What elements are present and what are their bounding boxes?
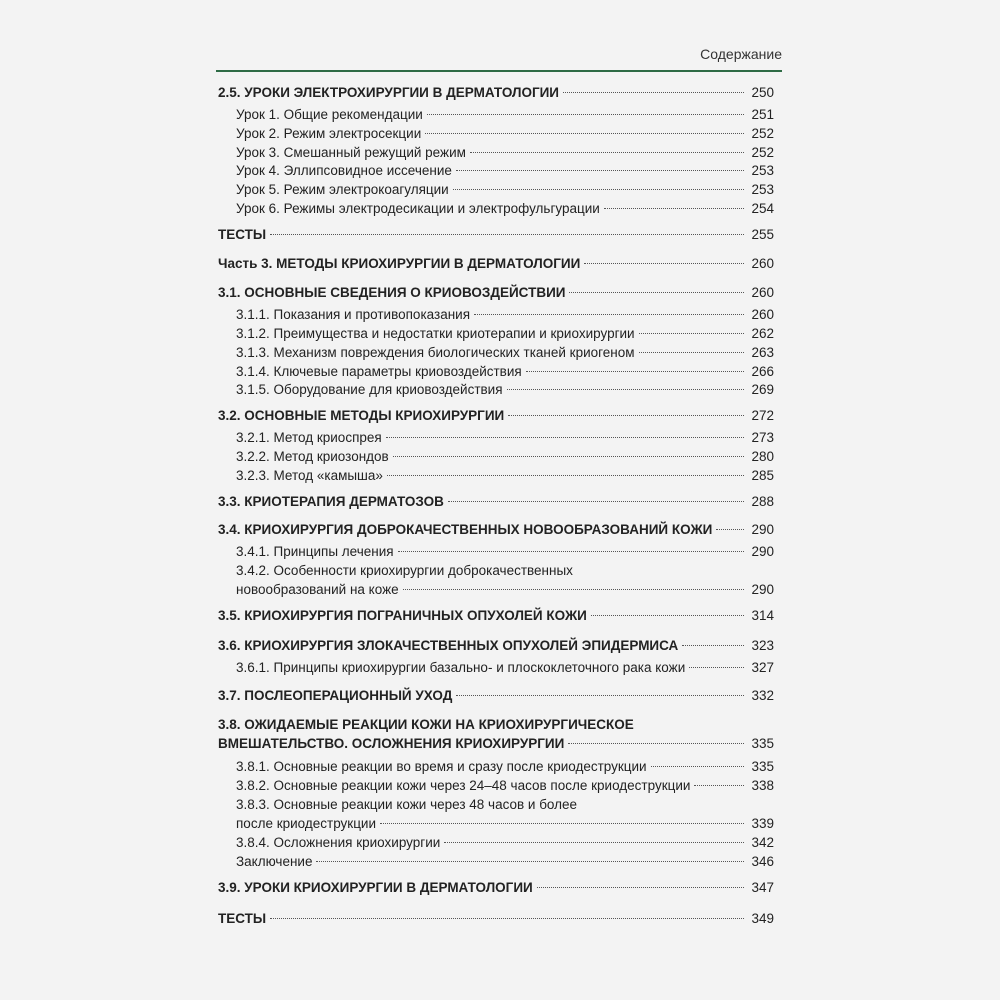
dot-leader — [568, 743, 744, 744]
toc-entry-title: 3.1.5. Оборудование для криовоздействия — [236, 382, 503, 397]
toc-entry-title: 3.4. КРИОХИРУРГИЯ ДОБРОКАЧЕСТВЕННЫХ НОВООБРАЗОВАНИЙ КОЖИ — [218, 522, 713, 537]
toc-entry-title: 3.1.2. Преимущества и недостатки криотерапии и криохирургии — [236, 326, 635, 341]
dot-leader — [694, 785, 744, 786]
toc-entry-title: 3.8.4. Осложнения криохирургии — [236, 835, 441, 850]
toc-page-number: 285 — [751, 468, 774, 483]
dot-leader — [526, 371, 744, 372]
dot-leader — [425, 133, 744, 134]
toc-entry-title: 3.3. КРИОТЕРАПИЯ ДЕРМАТОЗОВ — [218, 494, 444, 509]
toc-entry-title: ТЕСТЫ — [218, 227, 267, 242]
toc-page-number: 338 — [751, 778, 774, 793]
toc-entry — [218, 493, 774, 511]
toc-page-number: 260 — [751, 256, 774, 271]
toc-entry — [236, 581, 774, 599]
toc-entry-title: после криодеструкции — [236, 816, 377, 831]
toc-page-number: 253 — [751, 182, 774, 197]
dot-leader — [474, 314, 744, 315]
toc-entry-title: 3.5. КРИОХИРУРГИЯ ПОГРАНИЧНЫХ ОПУХОЛЕЙ КОЖИ — [218, 608, 587, 623]
toc-entry — [218, 84, 774, 102]
toc-entry — [218, 226, 774, 244]
toc-page-number: 349 — [751, 911, 774, 926]
toc-page-number: 288 — [751, 494, 774, 509]
toc-entry-title: Урок 6. Режимы электродесикации и электрофульгурации — [236, 201, 600, 216]
toc-page-number: 262 — [751, 326, 774, 341]
toc-entry-title: 3.8.1. Основные реакции во время и сразу после криодеструкции — [236, 759, 647, 774]
toc-entry — [218, 910, 774, 928]
toc-entry-title: ТЕСТЫ — [218, 911, 267, 926]
toc-entry-title: Заключение — [236, 854, 313, 869]
toc-entry — [218, 407, 774, 425]
toc-page-number: 252 — [751, 126, 774, 141]
toc-entry — [236, 325, 774, 343]
dot-leader — [569, 292, 744, 293]
toc-entry-title: Часть 3. МЕТОДЫ КРИОХИРУРГИИ В ДЕРМАТОЛОГИИ — [218, 256, 581, 271]
dot-leader — [398, 551, 744, 552]
toc-entry — [236, 543, 774, 561]
toc-entry-title: Урок 5. Режим электрокоагуляции — [236, 182, 449, 197]
toc-page-number: 314 — [751, 608, 774, 623]
dot-leader — [403, 589, 744, 590]
dot-leader — [651, 766, 744, 767]
toc-entry-title: 3.2.3. Метод «камыша» — [236, 468, 383, 483]
toc-entry-title: Урок 4. Эллипсовидное иссечение — [236, 163, 452, 178]
toc-page-number: 263 — [751, 345, 774, 360]
toc-entry — [236, 659, 774, 677]
toc-page-number: 272 — [751, 408, 774, 423]
running-header: Содержание — [700, 46, 782, 62]
dot-leader — [682, 645, 744, 646]
dot-leader — [639, 352, 744, 353]
dot-leader — [584, 263, 744, 264]
toc-entry — [236, 758, 774, 776]
toc-entry-title: 2.5. УРОКИ ЭЛЕКТРОХИРУРГИИ В ДЕРМАТОЛОГИИ — [218, 85, 560, 100]
toc-page-number: 253 — [751, 163, 774, 178]
toc-page-number: 255 — [751, 227, 774, 242]
toc-page-number: 269 — [751, 382, 774, 397]
toc-entry — [218, 607, 774, 625]
toc-entry-title: новообразований на коже — [236, 582, 399, 597]
dot-leader — [591, 615, 744, 616]
toc-entry-title: 3.1.3. Механизм повреждения биологических тканей криогеном — [236, 345, 635, 360]
toc-page-number: 251 — [751, 107, 774, 122]
toc-entry — [236, 467, 774, 485]
toc-entry — [236, 181, 774, 199]
dot-leader — [387, 475, 744, 476]
toc-entry-title: 3.8.2. Основные реакции кожи через 24–48 часов после криодеструкции — [236, 778, 691, 793]
dot-leader — [453, 189, 744, 190]
toc-entry-first-line: 3.8.3. Основные реакции кожи через 48 часов и более — [236, 797, 578, 812]
toc-page-number: 290 — [751, 522, 774, 537]
toc-entry — [236, 306, 774, 324]
toc-page-number: 335 — [751, 759, 774, 774]
toc-entry — [218, 284, 774, 302]
toc-entry-first-line: 3.8. ОЖИДАЕМЫЕ РЕАКЦИИ КОЖИ НА КРИОХИРУРГИЧЕСКОЕ — [218, 717, 634, 732]
toc-entry-title: 3.6. КРИОХИРУРГИЯ ЗЛОКАЧЕСТВЕННЫХ ОПУХОЛЕЙ ЭПИДЕРМИСА — [218, 638, 679, 653]
toc-page-number: 327 — [751, 660, 774, 675]
toc-entry-title: 3.4.1. Принципы лечения — [236, 544, 394, 559]
toc-page-number: 254 — [751, 201, 774, 216]
toc-entry-title: 3.1.4. Ключевые параметры криовоздействия — [236, 364, 522, 379]
toc-entry — [218, 255, 774, 273]
dot-leader — [270, 918, 744, 919]
toc-page-number: 290 — [751, 544, 774, 559]
toc-entry-title: Урок 1. Общие рекомендации — [236, 107, 423, 122]
toc-entry-title: 3.9. УРОКИ КРИОХИРУРГИИ В ДЕРМАТОЛОГИИ — [218, 880, 533, 895]
toc-entry — [236, 363, 774, 381]
dot-leader — [537, 887, 744, 888]
toc-page-number: 250 — [751, 85, 774, 100]
toc-page-number: 335 — [751, 736, 774, 751]
toc-entry — [236, 777, 774, 795]
toc-entry-title: Урок 2. Режим электросекции — [236, 126, 422, 141]
dot-leader — [639, 333, 744, 334]
dot-leader — [386, 437, 744, 438]
dot-leader — [716, 529, 744, 530]
toc-page-number: 266 — [751, 364, 774, 379]
toc-page-number: 342 — [751, 835, 774, 850]
toc-page-number: 290 — [751, 582, 774, 597]
dot-leader — [507, 389, 744, 390]
dot-leader — [427, 114, 744, 115]
toc-page-number: 323 — [751, 638, 774, 653]
toc-page-number: 332 — [751, 688, 774, 703]
toc-page-number: 346 — [751, 854, 774, 869]
toc-entry — [236, 162, 774, 180]
toc-entry — [218, 521, 774, 539]
toc-entry — [236, 429, 774, 447]
toc-entry — [236, 106, 774, 124]
toc-entry-first-line: 3.4.2. Особенности криохирургии доброкачественных — [236, 563, 573, 578]
toc-entry-title: 3.1.1. Показания и противопоказания — [236, 307, 471, 322]
toc-entry — [218, 879, 774, 897]
dot-leader — [448, 501, 744, 502]
toc-entry-title: 3.2.2. Метод криозондов — [236, 449, 389, 464]
toc-entry-title: 3.2. ОСНОВНЫЕ МЕТОДЫ КРИОХИРУРГИИ — [218, 408, 505, 423]
dot-leader — [444, 842, 744, 843]
toc-entry — [236, 125, 774, 143]
toc-page-number: 260 — [751, 285, 774, 300]
dot-leader — [604, 208, 744, 209]
toc-entry — [236, 448, 774, 466]
dot-leader — [456, 170, 744, 171]
toc-page-number: 273 — [751, 430, 774, 445]
dot-leader — [563, 92, 744, 93]
toc-entry — [236, 144, 774, 162]
toc-entry-title: ВМЕШАТЕЛЬСТВО. ОСЛОЖНЕНИЯ КРИОХИРУРГИИ — [218, 736, 565, 751]
dot-leader — [380, 823, 744, 824]
toc-entry-title: 3.6.1. Принципы криохирургии базально- и плоскоклеточного рака кожи — [236, 660, 686, 675]
toc-entry — [236, 853, 774, 871]
toc-entry-title: 3.7. ПОСЛЕОПЕРАЦИОННЫЙ УХОД — [218, 688, 453, 703]
toc-entry — [236, 200, 774, 218]
dot-leader — [316, 861, 744, 862]
dot-leader — [689, 667, 744, 668]
toc-entry-title: Урок 3. Смешанный режущий режим — [236, 145, 466, 160]
toc-page-number: 252 — [751, 145, 774, 160]
toc-page-number: 260 — [751, 307, 774, 322]
toc-entry-title: 3.2.1. Метод криоспрея — [236, 430, 382, 445]
toc-entry — [236, 381, 774, 399]
toc-entry — [218, 735, 774, 753]
toc-page-number: 339 — [751, 816, 774, 831]
dot-leader — [393, 456, 744, 457]
toc-entry-title: 3.1. ОСНОВНЫЕ СВЕДЕНИЯ О КРИОВОЗДЕЙСТВИИ — [218, 285, 566, 300]
toc-entry — [218, 637, 774, 655]
toc-entry — [218, 687, 774, 705]
toc-entry — [236, 834, 774, 852]
dot-leader — [270, 234, 744, 235]
dot-leader — [508, 415, 744, 416]
toc-entry — [236, 815, 774, 833]
dot-leader — [456, 695, 744, 696]
toc-entry — [236, 344, 774, 362]
dot-leader — [470, 152, 744, 153]
toc-page-number: 347 — [751, 880, 774, 895]
toc-page-number: 280 — [751, 449, 774, 464]
